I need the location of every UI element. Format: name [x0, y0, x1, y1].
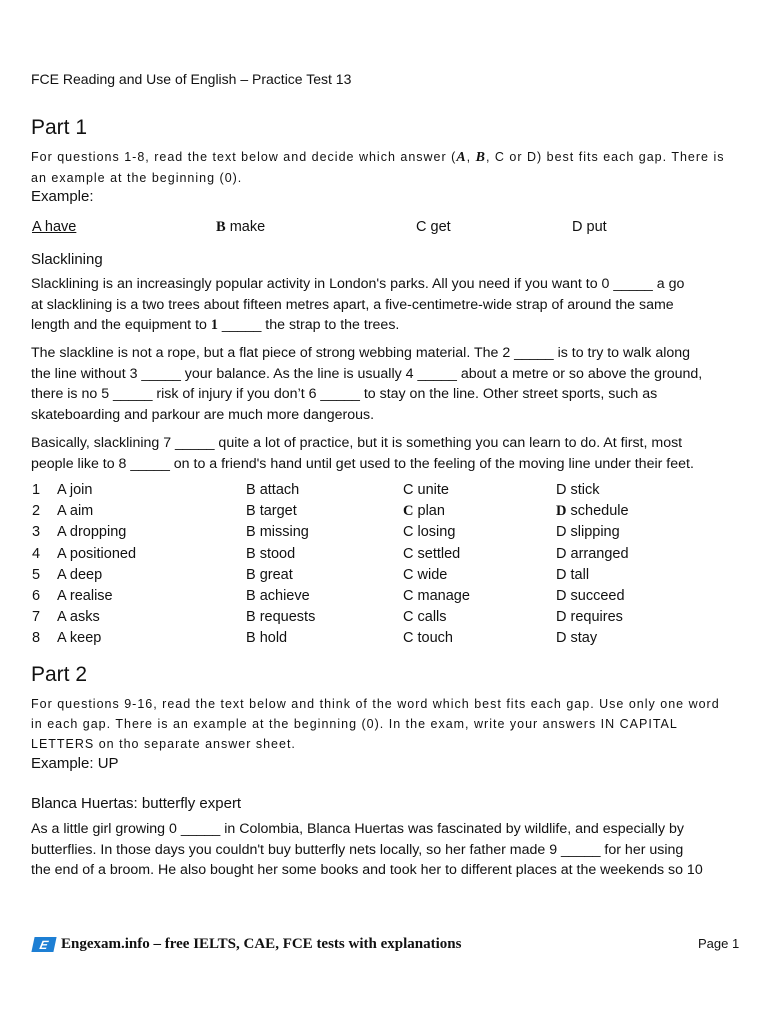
option-d: D succeed [556, 587, 625, 604]
options-row [31, 546, 751, 567]
options-row [31, 630, 751, 651]
question-number: 6 [32, 587, 41, 604]
options-row [31, 588, 751, 609]
option-c: C touch [403, 630, 453, 647]
text-line: people like to 8 _____ on to a friend's hand until get used to the feeling of the moving line under their feet. [31, 455, 694, 472]
option-d: D arranged [556, 545, 629, 562]
options-row [31, 503, 751, 524]
instr-line: in each gap. There is an example at the beginning (0). In the exam, write your answers IN CAPITAL [31, 717, 678, 731]
instr-line: LETTERS on tho separate answer sheet. [31, 737, 296, 751]
part2-heading: Part 2 [31, 663, 88, 686]
instr-sep: , [466, 150, 476, 164]
example-answer: Example: UP [31, 755, 119, 772]
instr-text: For questions 1-8, read the text below and decide which answer ( [31, 150, 457, 164]
part2-instructions [31, 694, 731, 754]
paragraph-2 [31, 343, 739, 425]
option-text: make [225, 219, 266, 235]
options-row [31, 482, 751, 503]
option-a: A join [57, 482, 93, 498]
text-line: at slacklining is a two trees about fifteen metres apart, a five-centimetre-wide strap of around the same [31, 296, 674, 313]
text-line: As a little girl growing 0 _____ in Colombia, Blanca Huertas was fascinated by wildlife, and especially by [31, 821, 684, 837]
option-c: C manage [403, 587, 470, 604]
option-d: D stick [556, 482, 600, 498]
question-number: 4 [32, 545, 41, 562]
text-fragment: _____ the strap to the trees. [217, 317, 400, 333]
option-a: A aim [57, 503, 94, 520]
page-header: FCE Reading and Use of English – Practice Test 13 [31, 71, 352, 87]
footer [33, 936, 461, 953]
option-b: B great [246, 566, 293, 583]
option-letter: D [556, 503, 567, 520]
example-option-c: C get [416, 219, 451, 235]
options-row [31, 609, 751, 630]
paragraph-3 [31, 433, 739, 474]
question-number: 3 [32, 524, 41, 541]
option-c: C calls [403, 609, 447, 626]
text-line [31, 315, 739, 336]
option-a: A asks [57, 609, 100, 626]
option-d: D stay [556, 630, 598, 647]
option-a: A realise [57, 587, 113, 604]
text-title: Slacklining [31, 251, 103, 268]
option-b: B attach [246, 482, 300, 498]
options-row [31, 524, 751, 545]
question-number: 8 [32, 630, 41, 647]
option-letter: B [216, 219, 226, 235]
option-d: D slipping [556, 524, 620, 541]
option-b: B missing [246, 524, 309, 541]
paragraph-1 [31, 819, 739, 881]
option-b: B target [246, 503, 297, 520]
question-number: 7 [32, 609, 41, 626]
example-option-d: D put [572, 219, 607, 235]
instr-text: , C or D) best fits each gap. There is [485, 150, 725, 164]
instr-text: an example at the beginning (0). [31, 171, 243, 185]
question-number: 2 [32, 503, 41, 520]
option-a: A keep [57, 630, 102, 647]
option-c: C losing [403, 524, 456, 541]
option-d: D tall [556, 566, 590, 583]
option-c: C settled [403, 545, 461, 562]
page-number: Page 1 [698, 936, 740, 951]
text-title: Blanca Huertas: butterfly expert [31, 795, 242, 812]
option-c: C wide [403, 566, 448, 583]
engexam-logo-icon: E [31, 937, 56, 952]
options-table [31, 482, 751, 652]
example-option-a: A have [32, 219, 77, 235]
option-c: C unite [403, 482, 449, 498]
part1-heading: Part 1 [31, 116, 88, 139]
option-b: B requests [246, 609, 316, 626]
option-c [403, 503, 445, 520]
text-line: Slacklining is an increasingly popular activity in London's parks. All you need if you want to 0 _____ a go [31, 276, 685, 292]
option-letter: C [403, 503, 414, 520]
option-text: schedule [566, 503, 629, 520]
text-line: The slackline is not a rope, but a flat piece of strong webbing material. The 2 _____ is to try to walk along [31, 345, 691, 361]
text-line: the line without 3 _____ your balance. As the line is usually 4 _____ about a metre or so above the ground, [31, 365, 703, 382]
gap-number: 1 [210, 317, 218, 333]
footer-text: Engexam.info – free IELTS, CAE, FCE tests with explanations [61, 936, 462, 952]
instr-letter-a: A [456, 150, 467, 165]
instr-letter-b: B [475, 150, 486, 165]
instr-line: For questions 9-16, read the text below and think of the word which best fits each gap. Use only one word [31, 697, 720, 711]
option-d [556, 503, 629, 520]
text-line: Basically, slacklining 7 _____ quite a lot of practice, but it is something you can learn to do. At first, most [31, 435, 683, 451]
option-a: A dropping [57, 524, 127, 541]
option-b: B stood [246, 545, 296, 562]
option-text: plan [413, 503, 445, 520]
option-b: B hold [246, 630, 288, 647]
option-a: A deep [57, 566, 103, 583]
question-number: 1 [32, 482, 41, 498]
text-line: skateboarding and parkour are much more dangerous. [31, 406, 375, 423]
text-line: the end of a broom. He also bought her some books and took her to different places at the weekends so 10 [31, 862, 703, 878]
example-label: Example: [31, 188, 94, 205]
text-line: there is no 5 _____ risk of injury if you don’t 6 _____ to stay on the line. Other street sports, such as [31, 386, 658, 402]
option-a: A positioned [57, 545, 137, 562]
text-line: butterflies. In those days you couldn't buy butterfly nets locally, so her father made 9 _____ for her using [31, 841, 684, 858]
option-b: B achieve [246, 587, 310, 604]
option-d: D requires [556, 609, 623, 626]
paragraph-1 [31, 274, 739, 336]
example-option-b [216, 219, 265, 236]
text-fragment: length and the equipment to [31, 317, 211, 333]
part1-instructions [31, 147, 731, 188]
options-row [31, 567, 751, 588]
question-number: 5 [32, 566, 41, 583]
